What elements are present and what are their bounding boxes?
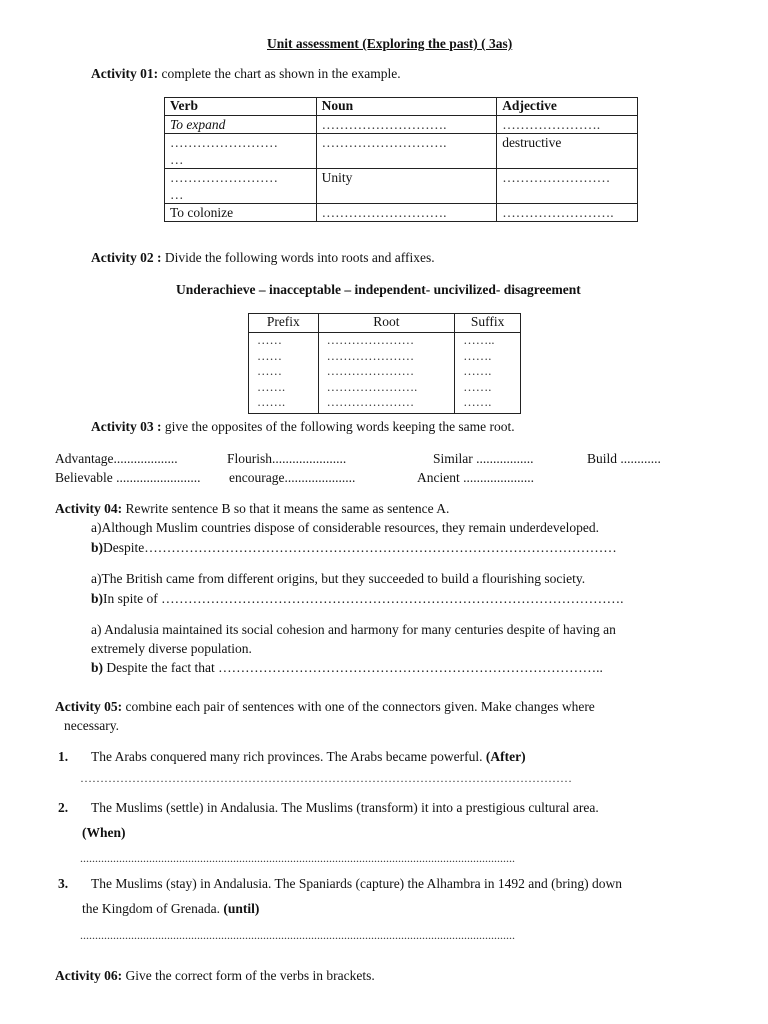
table-cell: ……………………. [497, 204, 638, 222]
sentence-b-label: b) [91, 591, 104, 606]
header-root: Root [318, 314, 455, 333]
sentence-b-text: Despite…………………………………………………………………………………………… [103, 540, 617, 555]
sentence-b-text: In spite of …………………………………………………………………………………………. [103, 591, 624, 606]
header-prefix: Prefix [249, 314, 319, 333]
chart-table [164, 97, 638, 222]
sentence-b [91, 591, 624, 607]
prefix-cell: …… …… …… ……. ……. [249, 333, 319, 414]
table-row [249, 333, 521, 414]
item-number: 3. [58, 876, 69, 891]
suffix-cell: …….. ……. ……. ……. ……. [455, 333, 521, 414]
table-cell: ………………………. [316, 116, 497, 134]
affix-table [248, 313, 521, 414]
sentence-a: a) Andalusia maintained its social cohesion and harmony for many centuries despite of having an [91, 622, 616, 637]
activity-02-label: Activity 02 : [91, 250, 162, 265]
table-cell: To expand [165, 116, 317, 134]
item-number: 2. [58, 800, 69, 815]
table-row [165, 204, 638, 222]
sentence-a-continued: extremely diverse population. [91, 641, 252, 656]
header-noun: Noun [316, 98, 497, 116]
table-row [165, 134, 638, 169]
activity-06-text: Give the correct form of the verbs in brackets. [122, 968, 375, 983]
exercise-sentence-text: the Kingdom of Grenada. [82, 901, 224, 916]
table-cell: …………………… … [165, 169, 317, 204]
activity-01-text: complete the chart as shown in the example. [158, 66, 401, 81]
sentence-b-label: b) [91, 540, 104, 555]
header-adjective: Adjective [497, 98, 638, 116]
table-cell: To colonize [165, 204, 317, 222]
table-cell: …………………. [497, 116, 638, 134]
header-verb: Verb [165, 98, 317, 116]
answer-line: …………………………………………………………………………………………………………… [80, 771, 572, 785]
answer-line: ................................................................................................................................................. [80, 851, 515, 865]
opposite-word: Ancient ..................... [417, 470, 534, 485]
opposite-word: Build ............ [587, 451, 661, 466]
word-list: Underachieve – inacceptable – independent- uncivilized- disagreement [176, 282, 581, 297]
opposite-word: Flourish...................... [227, 451, 347, 466]
table-cell: ………………………. [316, 204, 497, 222]
activity-02-text: Divide the following words into roots and affixes. [161, 250, 435, 265]
sentence-a: a)The British came from different origins, but they succeeded to build a flourishing society. [91, 571, 586, 586]
sentence-b-label: b) [91, 660, 104, 675]
sentence-b-text: Despite the fact that ………………………………………………………………………….. [103, 660, 603, 675]
activity-05-instruction [55, 699, 595, 715]
activity-05-label: Activity 05: [55, 699, 123, 714]
activity-03-text: give the opposites of the following words keeping the same root. [161, 419, 515, 434]
sentence-b [91, 660, 603, 676]
activity-01-instruction [91, 66, 401, 82]
opposite-word: Believable ......................... [55, 470, 201, 485]
sentence-b [91, 540, 617, 556]
connector: (until) [223, 901, 260, 916]
activity-06-label: Activity 06: [55, 968, 123, 983]
exercise-sentence-continued [82, 901, 259, 917]
activity-04-label: Activity 04: [55, 501, 123, 516]
table-row [165, 169, 638, 204]
connector: (When) [82, 825, 126, 840]
activity-05-text-continued: necessary. [64, 718, 119, 733]
table-cell: destructive [497, 134, 638, 169]
answer-line: ................................................................................................................................................. [80, 928, 515, 942]
activity-02-instruction [91, 250, 435, 266]
opposite-word: encourage..................... [229, 470, 356, 485]
opposite-word: Similar ................. [433, 451, 534, 466]
activity-04-text: Rewrite sentence B so that it means the same as sentence A. [122, 501, 450, 516]
exercise-sentence-text: The Arabs conquered many rich provinces. The Arabs became powerful. [91, 749, 486, 764]
activity-03-label: Activity 03 : [91, 419, 162, 434]
page-title: Unit assessment (Exploring the past) ( 3as) [267, 36, 513, 51]
activity-06-instruction [55, 968, 375, 984]
activity-03-instruction [91, 419, 515, 435]
connector: (After) [485, 749, 526, 764]
opposite-word: Advantage................... [55, 451, 178, 466]
sentence-a: a)Although Muslim countries dispose of considerable resources, they remain underdeveloped. [91, 520, 599, 535]
exercise-sentence [91, 749, 526, 765]
header-suffix: Suffix [455, 314, 521, 333]
table-cell: …………………… [497, 169, 638, 204]
exercise-sentence: The Muslims (settle) in Andalusia. The Muslims (transform) it into a prestigious cultural area. [91, 800, 599, 815]
root-cell: ………………… ………………… ………………… …………………. ………………… [318, 333, 455, 414]
table-cell: Unity [316, 169, 497, 204]
table-cell: …………………… … [165, 134, 317, 169]
item-number: 1. [58, 749, 69, 764]
table-cell: ………………………. [316, 134, 497, 169]
activity-01-label: Activity 01: [91, 66, 159, 81]
table-row [165, 116, 638, 134]
activity-05-text: combine each pair of sentences with one of the connectors given. Make changes where [122, 699, 595, 714]
exercise-sentence: The Muslims (stay) in Andalusia. The Spaniards (capture) the Alhambra in 1492 and (bring) down [91, 876, 623, 891]
activity-04-instruction [55, 501, 449, 517]
